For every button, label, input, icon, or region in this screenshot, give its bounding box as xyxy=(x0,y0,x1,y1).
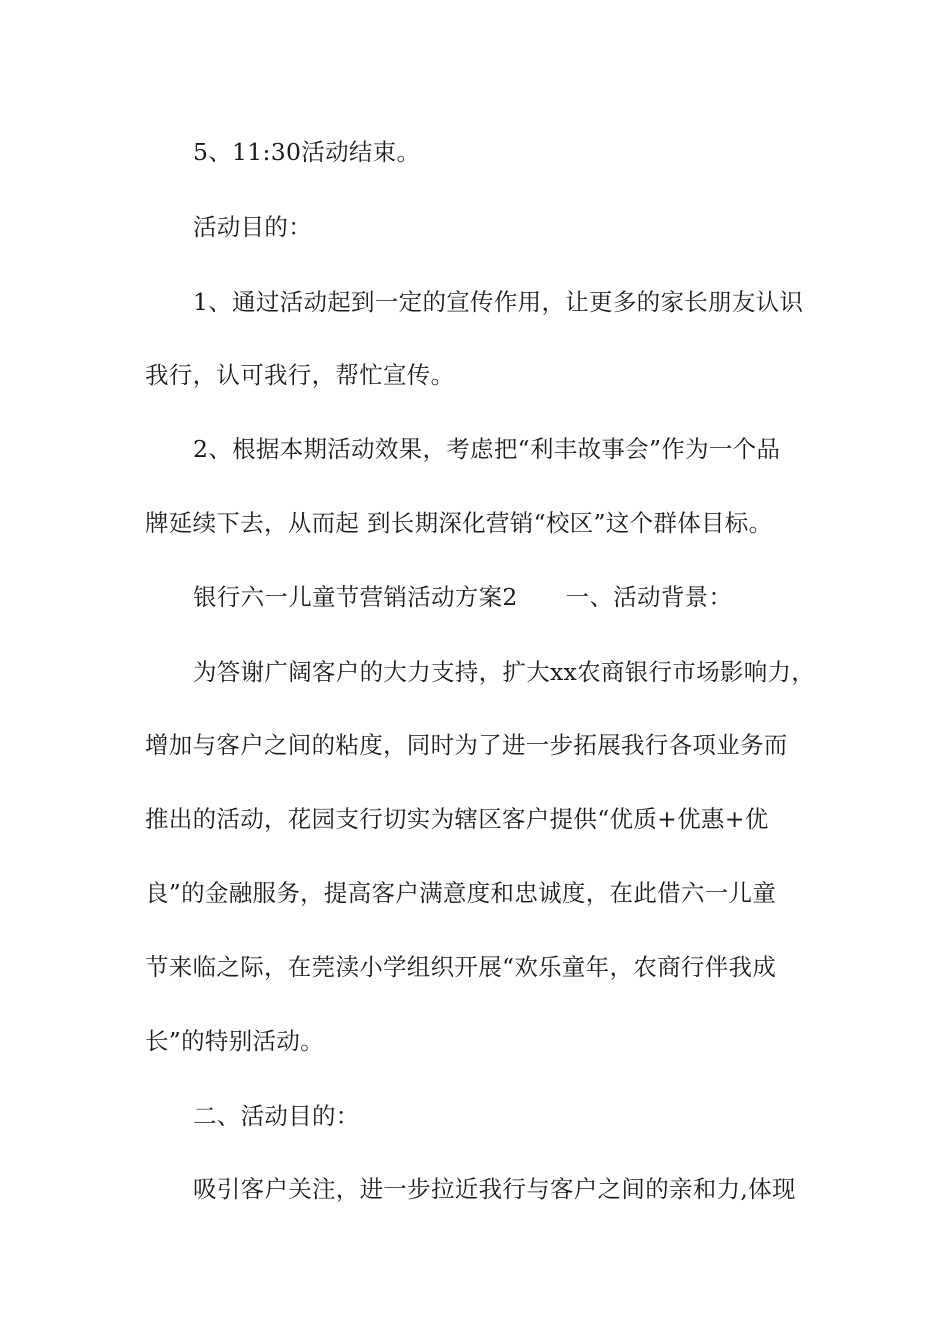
text-line: 1、通过活动起到一定的宣传作用，让更多的家长朋友认识 xyxy=(193,288,804,316)
text-line: 吸引客户关注，进一步拉近我行与客户之间的亲和力,体现 xyxy=(193,1175,796,1203)
text-line: 二、活动目的： xyxy=(193,1102,360,1130)
text-line: 活动目的： xyxy=(193,213,312,241)
text-line: 5、11:30活动结束。 xyxy=(193,138,421,166)
text-line: 牌延续下去，从而起 到长期深化营销“校区”这个群体目标。 xyxy=(145,509,773,537)
section-heading xyxy=(193,581,873,613)
text-line: 长”的特别活动。 xyxy=(145,1027,324,1055)
text-line: 为答谢广阔客户的大力支持，扩大xx农商银行市场影响力， xyxy=(193,658,816,686)
text-line: 推出的活动，花园支行切实为辖区客户提供“优质+优惠+优 xyxy=(145,805,769,833)
text-line: 良”的金融服务，提高客户满意度和忠诚度，在此借六一儿童 xyxy=(145,879,777,907)
section-title: 一、活动背景： xyxy=(565,583,733,611)
text-line: 2、根据本期活动效果，考虑把“利丰故事会”作为一个品 xyxy=(193,435,781,463)
text-line: 我行，认可我行，帮忙宣传。 xyxy=(145,361,455,389)
text-line: 增加与客户之间的粘度，同时为了进一步拓展我行各项业务而 xyxy=(145,731,788,759)
text-line: 节来临之际，在莞渎小学组织开展“欢乐童年，农商行伴我成 xyxy=(145,953,777,981)
plan-title: 银行六一儿童节营销活动方案2 xyxy=(193,583,518,611)
